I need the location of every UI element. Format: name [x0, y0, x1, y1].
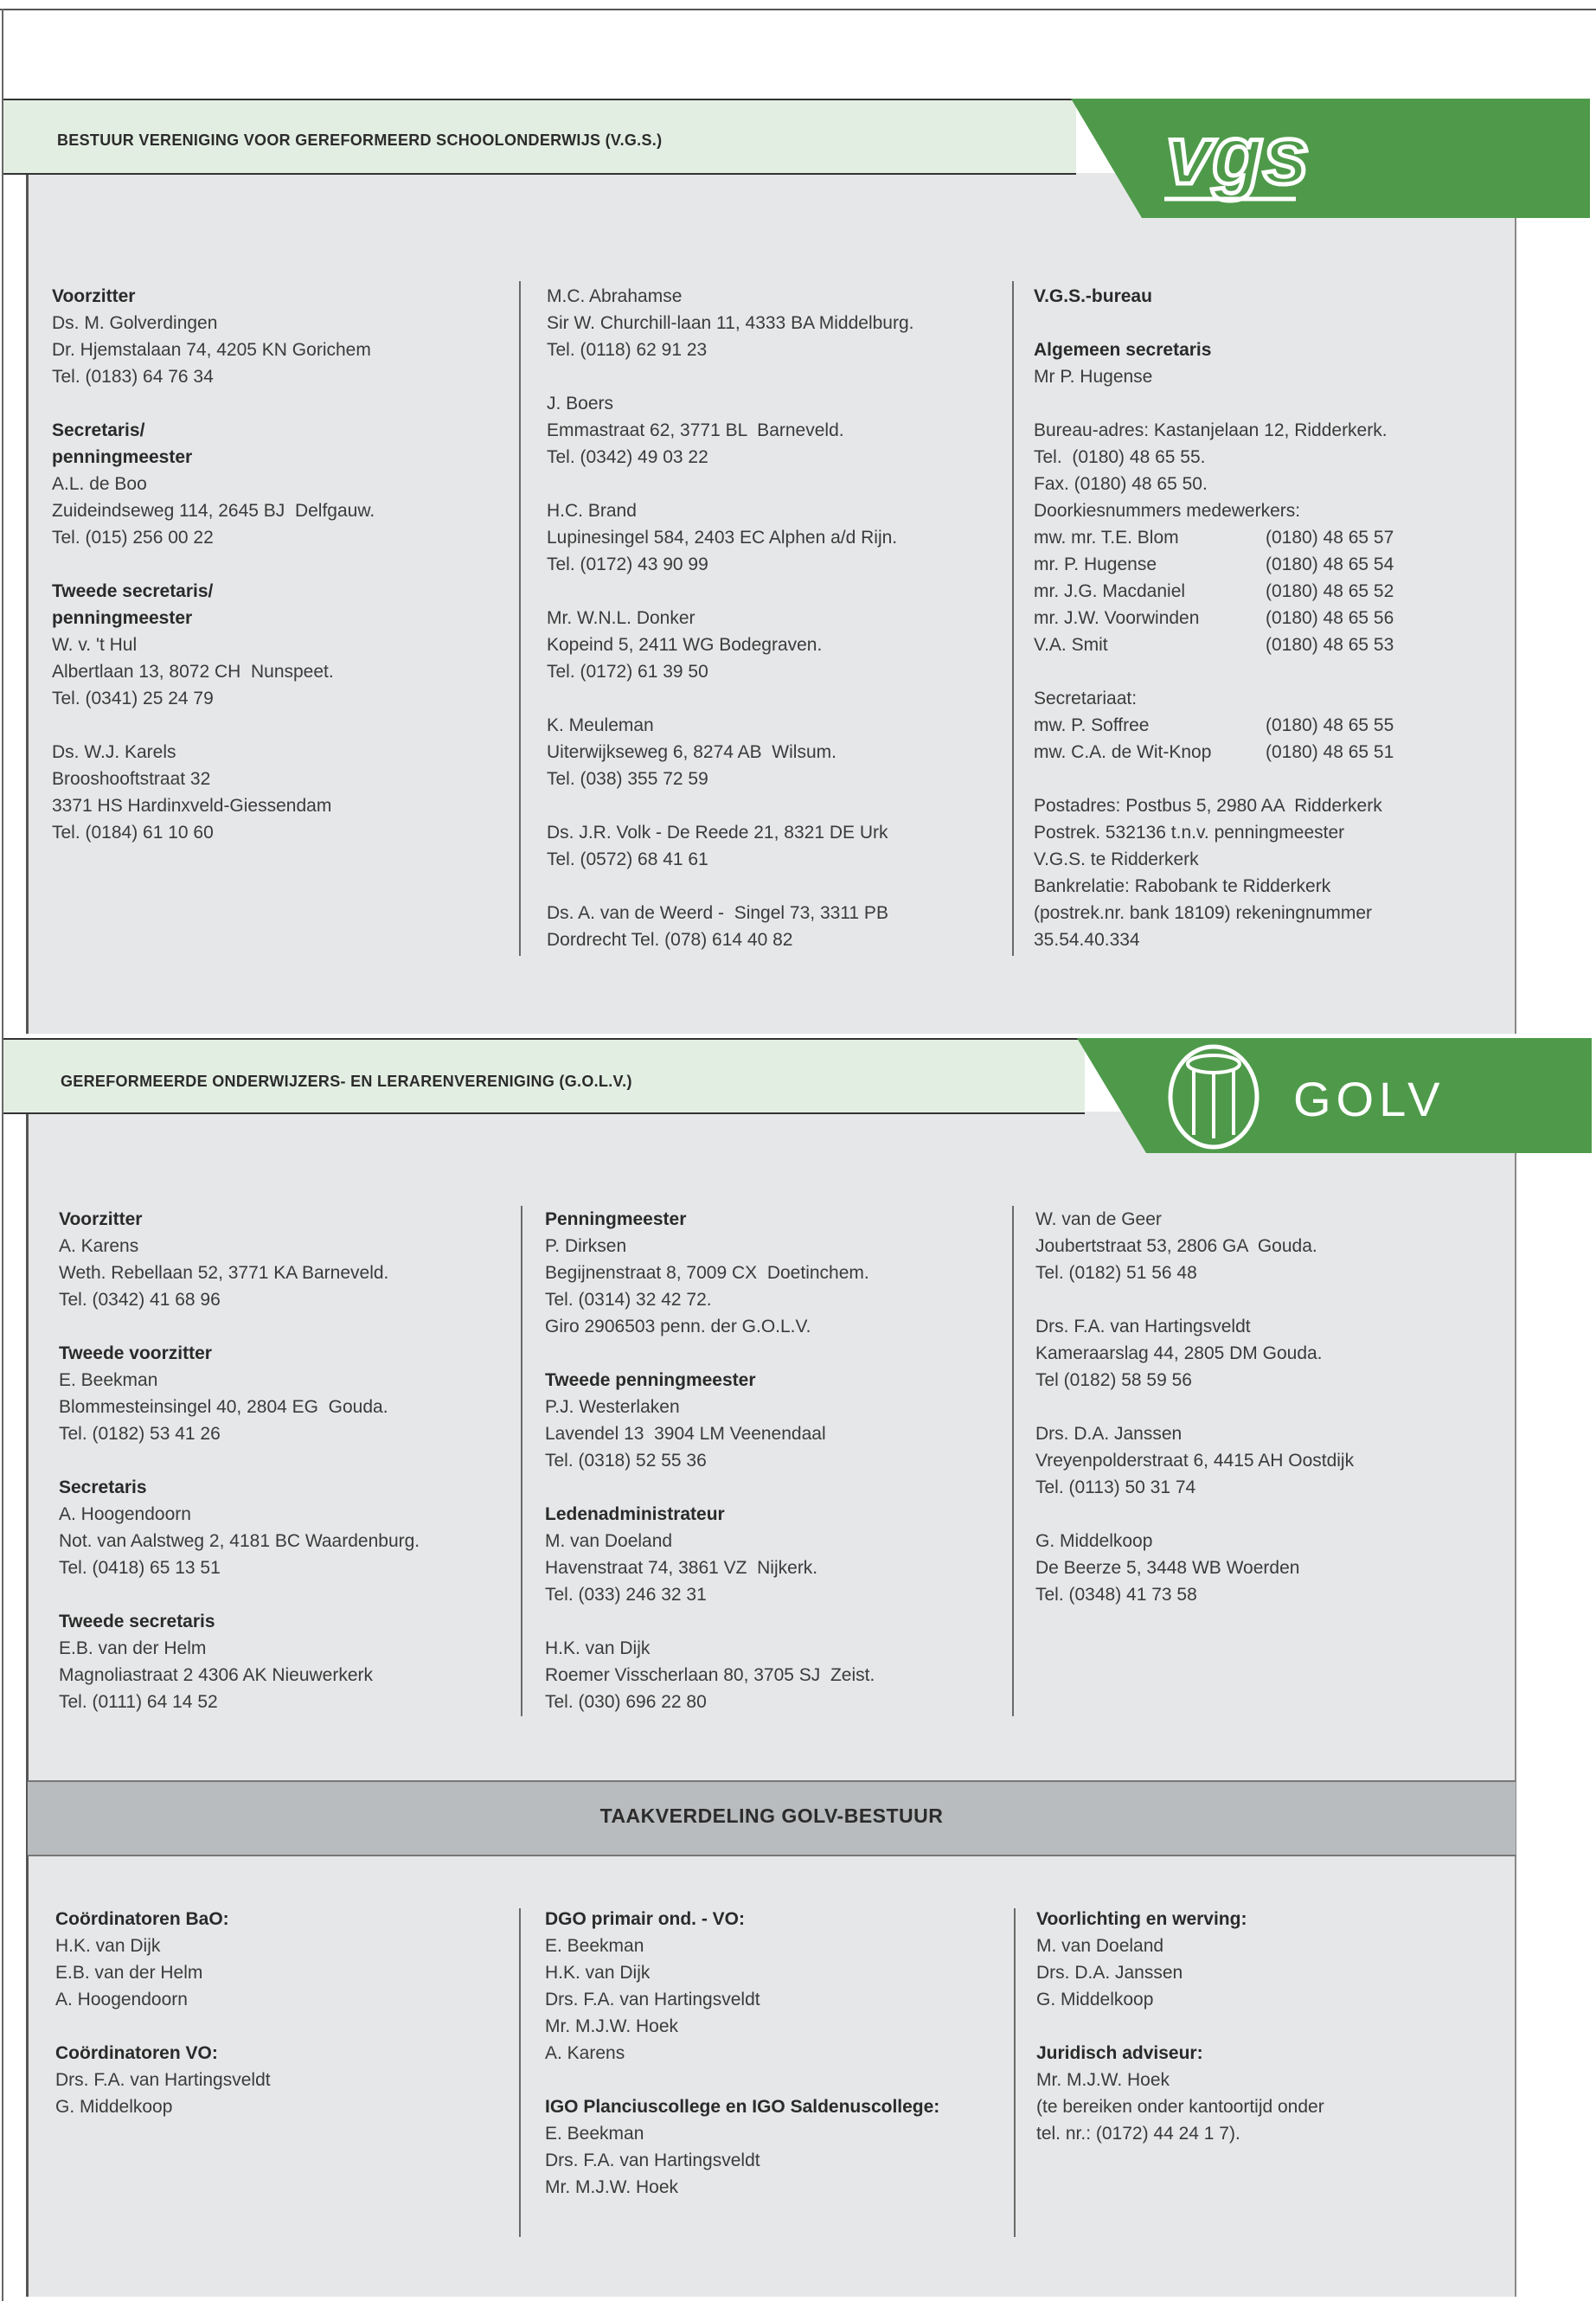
vgs-col2-text-line: Sir W. Churchill-laan 11, 4333 BA Middelburg.: [547, 313, 914, 333]
staff-name: V.A. Smit: [1034, 635, 1108, 655]
staff-phone: (0180) 48 65 53: [1266, 635, 1394, 655]
taak-col3-text-line: Drs. D.A. Janssen: [1036, 1963, 1183, 1983]
taak-col1-heading: Coördinatoren VO:: [55, 2043, 218, 2063]
vgs-col3-spacer: [1034, 390, 1501, 417]
golv-logo-tab: [1077, 1038, 1592, 1153]
vgs-col2-text-line: Tel. (0172) 43 90 99: [547, 554, 708, 574]
vgs-col2-spacer: [547, 685, 1005, 712]
vgs-col3-bottom-text-line: Bankrelatie: Rabobank te Ridderkerk: [1034, 876, 1331, 896]
vgs-col1-text-line: 3371 HS Hardinxveld-Giessendam: [52, 796, 332, 816]
golv-column-1: [59, 1206, 517, 1715]
vgs-col1-text-line: Brooshooftstraat 32: [52, 769, 211, 789]
golv-col2-heading: Penningmeester: [545, 1209, 687, 1229]
golv-col1-heading: Tweede voorzitter: [59, 1343, 212, 1363]
golv-col2-text-line: Tel. (030) 696 22 80: [545, 1692, 707, 1712]
taak-divider-2: [1014, 1908, 1016, 2237]
secretariaat-row: [1034, 712, 1501, 739]
taak-col1-text-line: G. Middelkoop: [55, 2097, 173, 2117]
taak-col1-text-line: Drs. F.A. van Hartingsveldt: [55, 2070, 271, 2090]
vgs-col3-text-line: Fax. (0180) 48 65 50.: [1034, 474, 1208, 494]
golv-col1-spacer: [59, 1313, 517, 1340]
golv-col1-text-line: E. Beekman: [59, 1370, 158, 1390]
staff-row: [1034, 605, 1501, 631]
secretariaat-phone: (0180) 48 65 55: [1266, 715, 1394, 735]
vgs-col2-text-line: Lupinesingel 584, 2403 EC Alphen a/d Rijn.: [547, 528, 898, 548]
golv-col3-text-line: Tel. (0182) 51 56 48: [1035, 1263, 1197, 1283]
golv-col2-text-line: Tel. (0318) 52 55 36: [545, 1451, 707, 1471]
taak-col3-spacer: [1036, 2013, 1503, 2040]
vgs-col1-spacer: [52, 712, 502, 739]
vgs-col2-text-line: Tel. (0172) 61 39 50: [547, 662, 708, 682]
golv-col3-text-line: Tel. (0348) 41 73 58: [1035, 1585, 1197, 1605]
vgs-col1-spacer: [52, 390, 502, 417]
vgs-column-3: [1034, 283, 1501, 953]
vgs-col1-heading: Voorzitter: [52, 286, 136, 306]
vgs-col2-text-line: Tel. (0342) 49 03 22: [547, 447, 708, 467]
golv-col2-text-line: Tel. (033) 246 32 31: [545, 1585, 707, 1605]
taak-col3-text-line: Mr. M.J.W. Hoek: [1036, 2070, 1170, 2090]
staff-phone: (0180) 48 65 56: [1266, 608, 1394, 628]
vgs-col1-text-line: W. v. 't Hul: [52, 635, 138, 655]
golv-col3-text-line: Drs. F.A. van Hartingsveldt: [1035, 1317, 1251, 1336]
golv-col1-text-line: Tel. (0418) 65 13 51: [59, 1558, 221, 1578]
vgs-col2-text-line: Mr. W.N.L. Donker: [547, 608, 695, 628]
vgs-col3-heading: Algemeen secretaris: [1034, 340, 1212, 360]
vgs-column-1: [52, 283, 502, 846]
vgs-col3-bottom-text-line: 35.54.40.334: [1034, 930, 1140, 950]
vgs-col1-text-line: Albertlaan 13, 8072 CH Nunspeet.: [52, 662, 334, 682]
vgs-col2-spacer: [547, 792, 1005, 819]
golv-col2-text-line: Roemer Visscherlaan 80, 3705 SJ Zeist.: [545, 1665, 875, 1685]
vgs-col1-text-line: Ds. M. Golverdingen: [52, 313, 218, 333]
golv-header-band: [3, 1038, 1085, 1114]
page-border-top: [0, 9, 1596, 10]
taak-column-3: [1036, 1906, 1503, 2147]
golv-col2-text-line: Begijnenstraat 8, 7009 CX Doetinchem.: [545, 1263, 869, 1283]
golv-col2-spacer: [545, 1608, 1003, 1635]
taak-title: TAAKVERDELING GOLV-BESTUUR: [599, 1804, 944, 1827]
vgs-col2-text-line: M.C. Abrahamse: [547, 286, 683, 306]
spacer: [1034, 658, 1501, 685]
staff-name: mr. P. Hugense: [1034, 554, 1157, 574]
golv-col2-text-line: Lavendel 13 3904 LM Veenendaal: [545, 1424, 826, 1444]
vgs-col1-heading: Secretaris/: [52, 420, 145, 440]
vgs-col3-text-line: Mr P. Hugense: [1034, 367, 1153, 387]
vgs-col3-bottom-text-line: V.G.S. te Ridderkerk: [1034, 849, 1199, 869]
staff-name: mr. J.G. Macdaniel: [1034, 581, 1186, 601]
vgs-col3-spacer: [1034, 310, 1501, 336]
golv-col3-text-line: Tel (0182) 58 59 56: [1035, 1370, 1192, 1390]
taak-col1-text-line: H.K. van Dijk: [55, 1936, 161, 1956]
vgs-col1-text-line: Dr. Hjemstalaan 74, 4205 KN Gorichem: [52, 340, 371, 360]
golv-col3-text-line: Kameraarslag 44, 2805 DM Gouda.: [1035, 1343, 1323, 1363]
staff-phone: (0180) 48 65 54: [1266, 554, 1394, 574]
vgs-col1-text-line: A.L. de Boo: [52, 474, 147, 494]
taak-col2-heading: IGO Planciuscollege en IGO Saldenuscollege:: [545, 2097, 940, 2117]
golv-col2-spacer: [545, 1474, 1003, 1501]
staff-row: [1034, 551, 1501, 578]
golv-col1-text-line: Blommesteinsingel 40, 2804 EG Gouda.: [59, 1397, 388, 1417]
vgs-col2-text-line: Tel. (0572) 68 41 61: [547, 849, 708, 869]
golv-col1-text-line: Tel. (0182) 53 41 26: [59, 1424, 221, 1444]
taak-col3-text-line: M. van Doeland: [1036, 1936, 1164, 1956]
golv-col1-text-line: A. Karens: [59, 1236, 139, 1256]
taak-col2-text-line: A. Karens: [545, 2043, 625, 2063]
vgs-col1-text-line: Tel. (015) 256 00 22: [52, 528, 214, 548]
vgs-column-2: [547, 283, 1005, 953]
vgs-col2-text-line: H.C. Brand: [547, 501, 637, 521]
secretariaat-name: mw. P. Soffree: [1034, 715, 1150, 735]
vgs-col1-heading: Tweede secretaris/: [52, 581, 214, 601]
golv-column-2: [545, 1206, 1003, 1715]
golv-col1-spacer: [59, 1447, 517, 1474]
vgs-col1-heading: penningmeester: [52, 447, 193, 467]
staff-name: mr. J.W. Voorwinden: [1034, 608, 1200, 628]
vgs-col1-text-line: Tel. (0184) 61 10 60: [52, 823, 214, 843]
golv-logo-text: GOLV: [1293, 1072, 1445, 1126]
taak-col3-text-line: (te bereiken onder kantoortijd onder: [1036, 2097, 1324, 2117]
taak-col2-text-line: Mr. M.J.W. Hoek: [545, 2177, 679, 2197]
golv-col3-text-line: Tel. (0113) 50 31 74: [1035, 1477, 1196, 1497]
golv-col1-text-line: Magnoliastraat 2 4306 AK Nieuwerkerk: [59, 1665, 374, 1685]
taak-col3-heading: Juridisch adviseur:: [1036, 2043, 1203, 2063]
taak-col3-text-line: tel. nr.: (0172) 44 24 1 7).: [1036, 2124, 1240, 2144]
staff-row: [1034, 578, 1501, 605]
golv-col3-text-line: De Beerze 5, 3448 WB Woerden: [1035, 1558, 1300, 1578]
taak-col1-text-line: A. Hoogendoorn: [55, 1990, 188, 2009]
vgs-logo-text: vgs: [1166, 109, 1310, 202]
taak-col3-heading: Voorlichting en werving:: [1036, 1909, 1247, 1929]
vgs-header-title: BESTUUR VERENIGING VOOR GEREFORMEERD SCHOOLONDERWIJS (V.G.S.): [57, 131, 663, 149]
taak-divider-1: [519, 1908, 521, 2237]
vgs-col2-spacer: [547, 578, 1005, 605]
taak-col2-text-line: E. Beekman: [545, 2124, 644, 2144]
vgs-logo-tab: [1071, 99, 1590, 218]
vgs-col2-text-line: Dordrecht Tel. (078) 614 40 82: [547, 930, 793, 950]
golv-col2-heading: Tweede penningmeester: [545, 1370, 756, 1390]
staff-row: [1034, 524, 1501, 551]
vgs-col2-text-line: K. Meuleman: [547, 715, 654, 735]
golv-col3-text-line: Joubertstraat 53, 2806 GA Gouda.: [1035, 1236, 1317, 1256]
staff-row: [1034, 631, 1501, 658]
golv-col1-text-line: Weth. Rebellaan 52, 3771 KA Barneveld.: [59, 1263, 389, 1283]
golv-col2-text-line: M. van Doeland: [545, 1531, 673, 1551]
vgs-col3-text-line: Doorkiesnummers medewerkers:: [1034, 501, 1301, 521]
staff-name: mw. mr. T.E. Blom: [1034, 528, 1179, 548]
golv-col3-spacer: [1035, 1501, 1503, 1528]
golv-col3-spacer: [1035, 1394, 1503, 1420]
golv-col3-text-line: Drs. D.A. Janssen: [1035, 1424, 1183, 1444]
secretariaat-name: mw. C.A. de Wit-Knop: [1034, 742, 1212, 762]
golv-col3-text-line: W. van de Geer: [1035, 1209, 1162, 1229]
vgs-col2-spacer: [547, 363, 1005, 390]
golv-col1-text-line: E.B. van der Helm: [59, 1638, 207, 1658]
vgs-col2-spacer: [547, 873, 1005, 900]
vgs-col3-bottom-text-line: Postrek. 532136 t.n.v. penningmeester: [1034, 823, 1345, 843]
vgs-col1-text-line: Tel. (0183) 64 76 34: [52, 367, 214, 387]
vgs-col2-text-line: Ds. A. van de Weerd - Singel 73, 3311 PB: [547, 903, 888, 923]
vgs-col3-bottom-text-line: (postrek.nr. bank 18109) rekeningnummer: [1034, 903, 1373, 923]
vgs-divider-1: [519, 281, 521, 956]
vgs-col2-text-line: J. Boers: [547, 394, 614, 413]
golv-col3-text-line: G. Middelkoop: [1035, 1531, 1153, 1551]
taak-band: [28, 1780, 1516, 1856]
vgs-header-band: [3, 99, 1076, 175]
vgs-col2-text-line: Tel. (038) 355 72 59: [547, 769, 708, 789]
vgs-col2-text-line: Emmastraat 62, 3771 BL Barneveld.: [547, 420, 844, 440]
staff-phone: (0180) 48 65 52: [1266, 581, 1394, 601]
taak-column-1: [55, 1906, 514, 2120]
golv-col2-heading: Ledenadministrateur: [545, 1504, 725, 1524]
golv-column-3: [1035, 1206, 1503, 1608]
vgs-col3-text-line: Tel. (0180) 48 65 55.: [1034, 447, 1206, 467]
vgs-col3-heading: V.G.S.-bureau: [1034, 286, 1152, 306]
golv-col2-spacer: [545, 1340, 1003, 1367]
vgs-col2-text-line: Kopeind 5, 2411 WG Bodegraven.: [547, 635, 823, 655]
golv-col3-text-line: Vreyenpolderstraat 6, 4415 AH Oostdijk: [1035, 1451, 1355, 1471]
secretariaat-row: [1034, 739, 1501, 766]
page-border-left: [2, 9, 3, 2301]
golv-col1-spacer: [59, 1581, 517, 1608]
golv-divider-2: [1012, 1206, 1014, 1716]
vgs-col3-bottom-text-line: Postadres: Postbus 5, 2980 AA Ridderkerk: [1034, 796, 1382, 816]
vgs-col1-text-line: Ds. W.J. Karels: [52, 742, 176, 762]
vgs-col3-text-line: Bureau-adres: Kastanjelaan 12, Ridderkerk.: [1034, 420, 1388, 440]
golv-col2-text-line: H.K. van Dijk: [545, 1638, 651, 1658]
taak-column-2: [545, 1906, 1012, 2201]
golv-header-title: GEREFORMEERDE ONDERWIJZERS- EN LERARENVERENIGING (G.O.L.V.): [61, 1073, 632, 1090]
golv-col1-heading: Secretaris: [59, 1477, 147, 1497]
golv-col2-text-line: P.J. Westerlaken: [545, 1397, 680, 1417]
vgs-col1-text-line: Tel. (0341) 25 24 79: [52, 689, 214, 708]
golv-col1-text-line: A. Hoogendoorn: [59, 1504, 191, 1524]
taak-col2-text-line: Drs. F.A. van Hartingsveldt: [545, 2150, 760, 2170]
golv-col2-text-line: Giro 2906503 penn. der G.O.L.V.: [545, 1317, 811, 1336]
golv-col1-text-line: Not. van Aalstweg 2, 4181 BC Waardenburg.: [59, 1531, 420, 1551]
vgs-col2-text-line: Ds. J.R. Volk - De Reede 21, 8321 DE Urk: [547, 823, 888, 843]
taak-col2-spacer: [545, 2067, 1012, 2093]
vgs-col1-spacer: [52, 551, 502, 578]
taak-col2-text-line: Mr. M.J.W. Hoek: [545, 2016, 679, 2036]
golv-col3-spacer: [1035, 1286, 1503, 1313]
taak-col1-text-line: E.B. van der Helm: [55, 1963, 203, 1983]
vgs-col2-text-line: Uiterwijkseweg 6, 8274 AB Wilsum.: [547, 742, 836, 762]
golv-col1-text-line: Tel. (0111) 64 14 52: [59, 1692, 218, 1712]
golv-col1-text-line: Tel. (0342) 41 68 96: [59, 1290, 221, 1310]
golv-divider-1: [521, 1206, 522, 1716]
golv-col1-heading: Tweede secretaris: [59, 1612, 215, 1631]
taak-col2-heading: DGO primair ond. - VO:: [545, 1909, 746, 1929]
secretariaat-phone: (0180) 48 65 51: [1266, 742, 1394, 762]
golv-col2-text-line: Tel. (0314) 32 42 72.: [545, 1290, 712, 1310]
spacer: [1034, 766, 1501, 792]
vgs-col1-text-line: Zuideindseweg 114, 2645 BJ Delfgauw.: [52, 501, 375, 521]
taak-col3-text-line: G. Middelkoop: [1036, 1990, 1154, 2009]
taak-col1-heading: Coördinatoren BaO:: [55, 1909, 229, 1929]
taak-col2-text-line: H.K. van Dijk: [545, 1963, 651, 1983]
vgs-col2-text-line: Tel. (0118) 62 91 23: [547, 340, 708, 360]
staff-phone: (0180) 48 65 57: [1266, 528, 1394, 548]
vgs-col1-heading: penningmeester: [52, 608, 193, 628]
taak-col2-text-line: E. Beekman: [545, 1936, 644, 1956]
golv-col2-text-line: Havenstraat 74, 3861 VZ Nijkerk.: [545, 1558, 818, 1578]
vgs-divider-2: [1012, 281, 1014, 956]
taak-col1-spacer: [55, 2013, 514, 2040]
golv-col2-text-line: P. Dirksen: [545, 1236, 627, 1256]
taak-col2-text-line: Drs. F.A. van Hartingsveldt: [545, 1990, 760, 2009]
vgs-col2-spacer: [547, 471, 1005, 497]
secretariaat-label: Secretariaat:: [1034, 689, 1138, 708]
golv-col1-heading: Voorzitter: [59, 1209, 143, 1229]
